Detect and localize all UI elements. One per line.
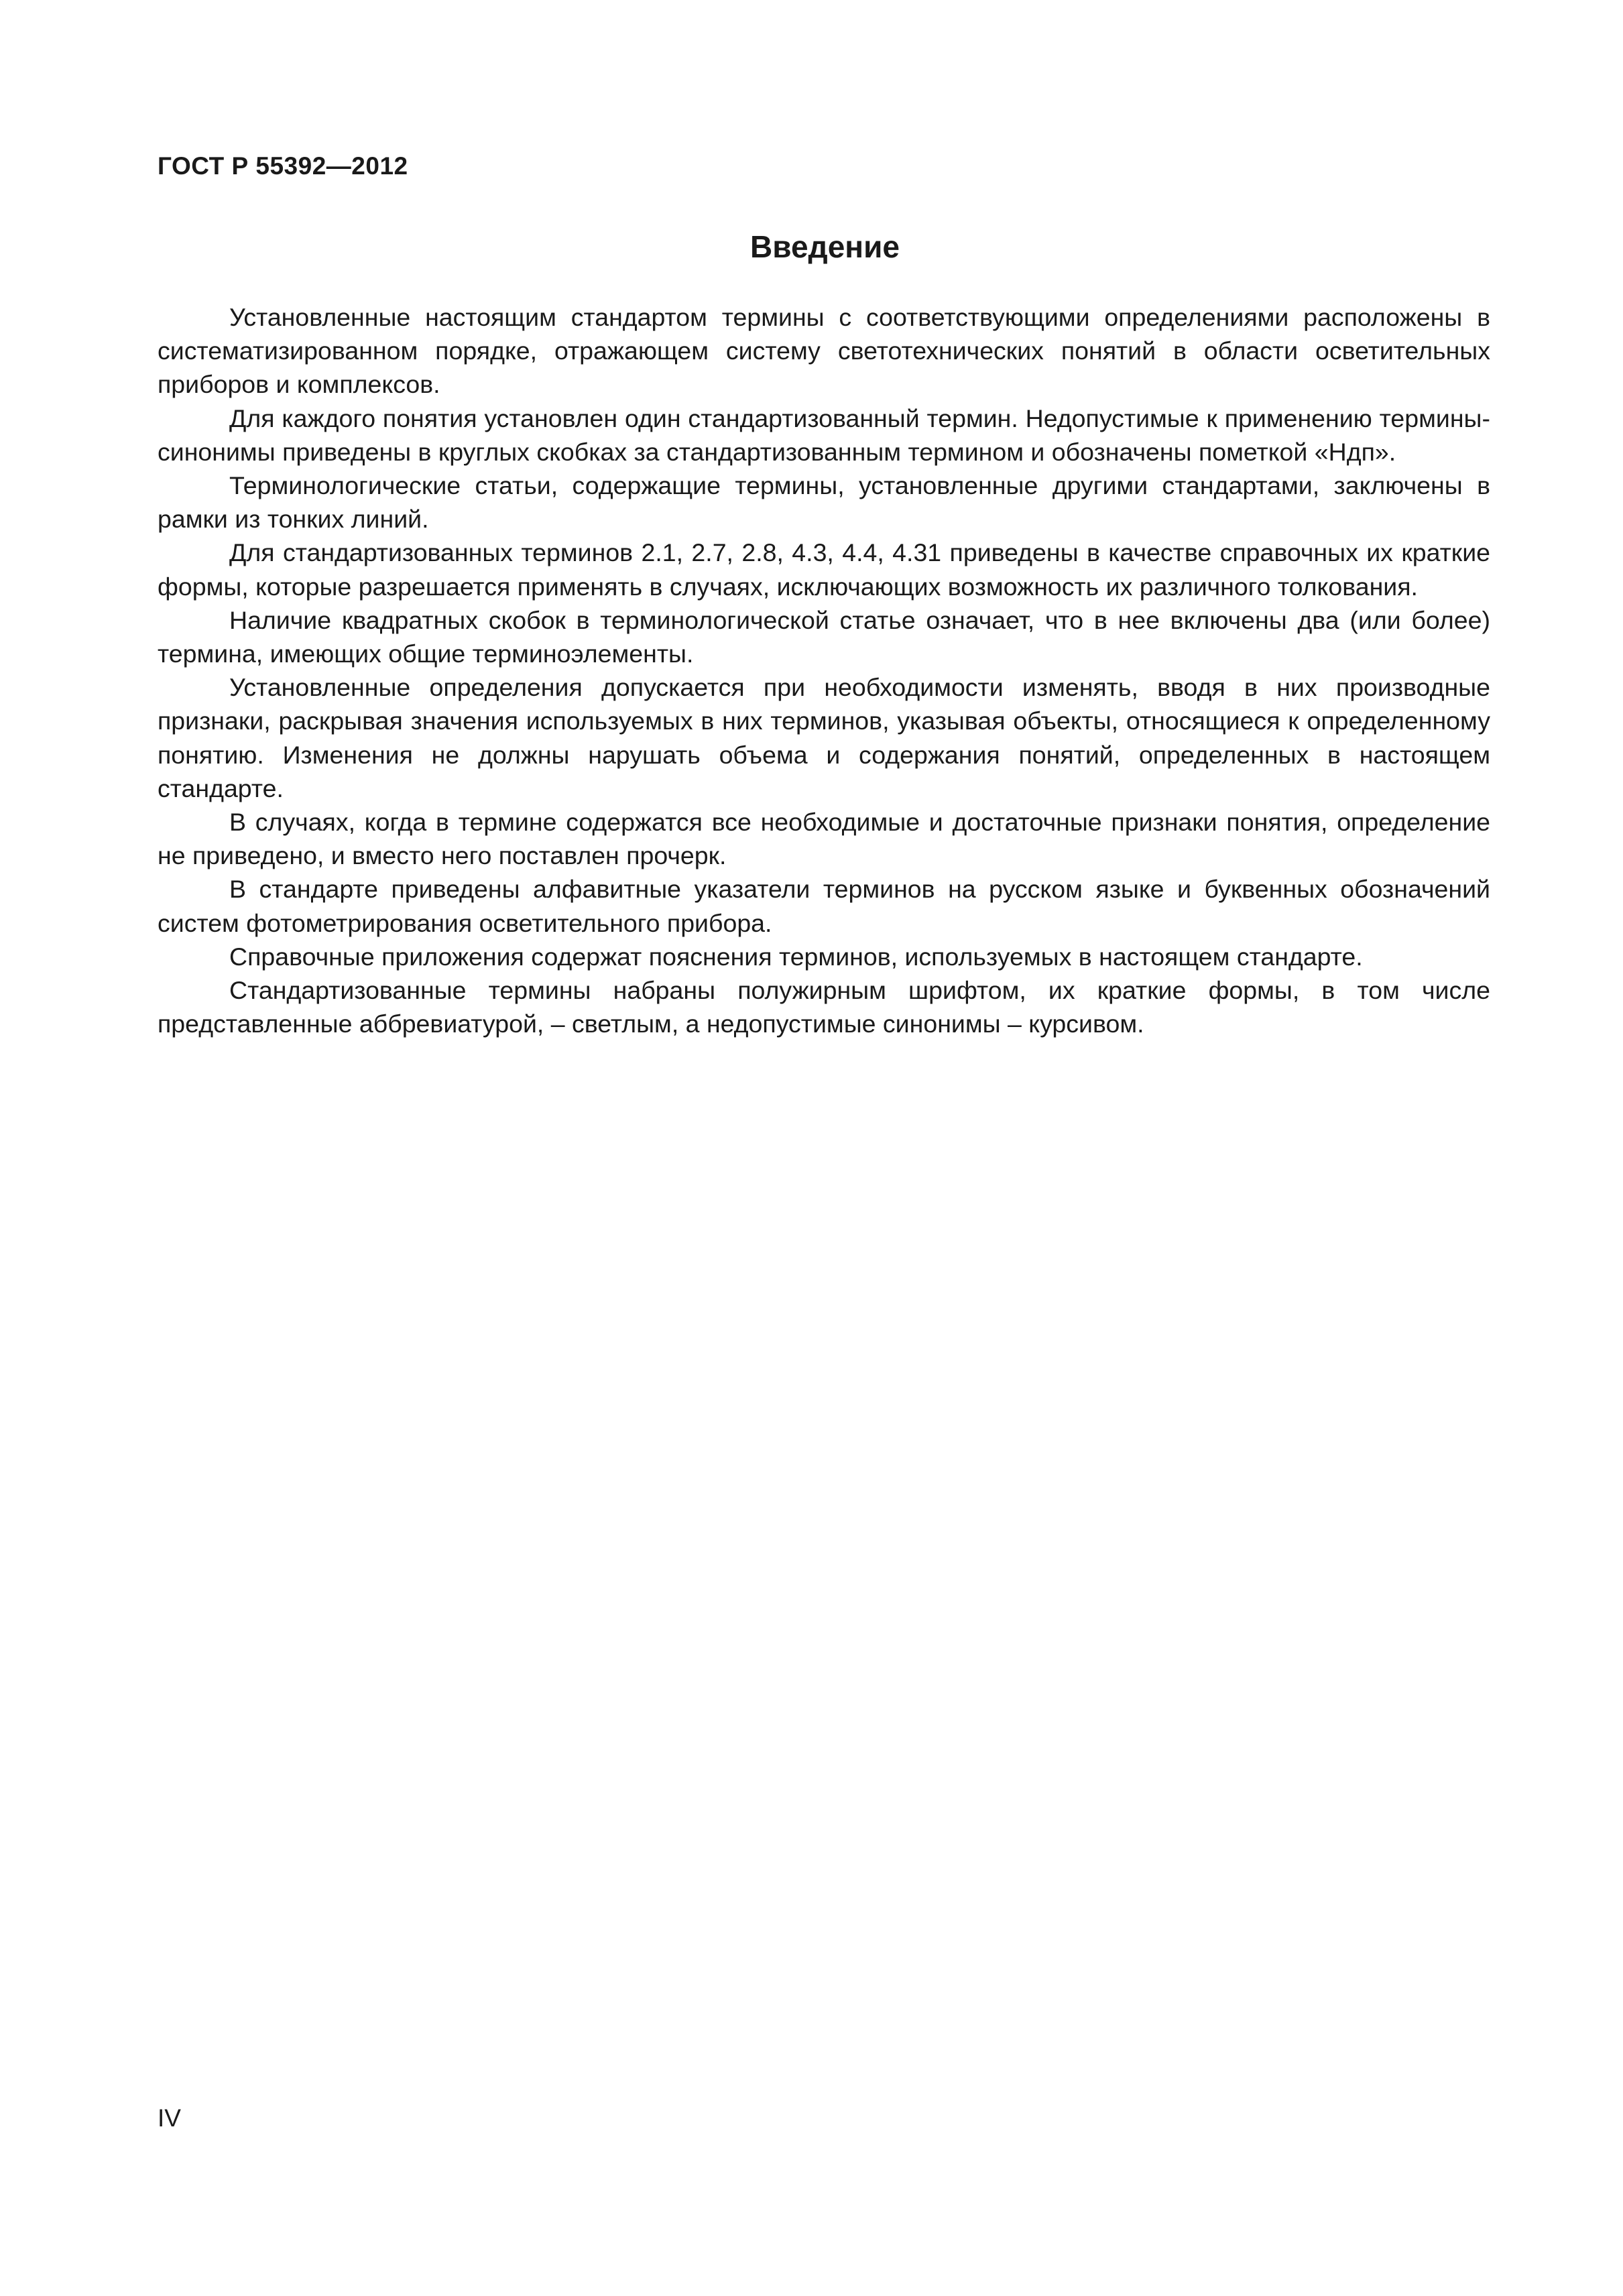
paragraph: Стандартизованные термины набраны полужирным шрифтом, их краткие формы, в том числе представленные аббревиатурой, – светлым, а недопустимые синонимы – курсивом. <box>158 976 1490 1038</box>
paragraph: В стандарте приведены алфавитные указатели терминов на русском языке и буквенных обозначений систем фотометрирования осветительного прибора. <box>158 875 1490 937</box>
paragraph: Для каждого понятия установлен один стандартизованный термин. Недопустимые к применению термины-синонимы приведены в круглых скобках за стандартизованным термином и обозначены пометкой «Ндп». <box>158 404 1490 466</box>
introduction-body <box>158 300 1490 1040</box>
paragraph: Наличие квадратных скобок в терминологической статье означает, что в нее включены два (или более) термина, имеющих общие терминоэлементы. <box>158 605 1490 668</box>
paragraph: Справочные приложения содержат пояснения терминов, используемых в настоящем стандарте. <box>229 942 1363 971</box>
paragraph: Установленные определения допускается при необходимости изменять, вводя в них производные признаки, раскрывая значения используемых в них терминов, указывая объекты, относящиеся к определенному понятию. Изменения не должны нарушать объема и содержания понятий, определенных в настоящем стандарте. <box>158 673 1490 802</box>
paragraph: В случаях, когда в термине содержатся все необходимые и достаточные признаки понятия, определение не приведено, и вместо него поставлен прочерк. <box>158 808 1490 870</box>
paragraph: Для стандартизованных терминов 2.1, 2.7, 2.8, 4.3, 4.4, 4.31 приведены в качестве справочных их краткие формы, которые разрешается применять в случаях, исключающих возможность их различного толкования. <box>158 538 1490 601</box>
paragraph: Установленные настоящим стандартом термины с соответствующими определениями расположены в систематизированном порядке, отражающем систему светотехнических понятий в области осветительных приборов и комплексов. <box>158 303 1490 399</box>
document-code: ГОСТ Р 55392—2012 <box>158 152 408 180</box>
section-title: Введение <box>750 229 900 264</box>
paragraph: Терминологические статьи, содержащие термины, установленные другими стандартами, заключены в рамки из тонких линий. <box>158 471 1490 534</box>
page-number: IV <box>158 2104 181 2132</box>
